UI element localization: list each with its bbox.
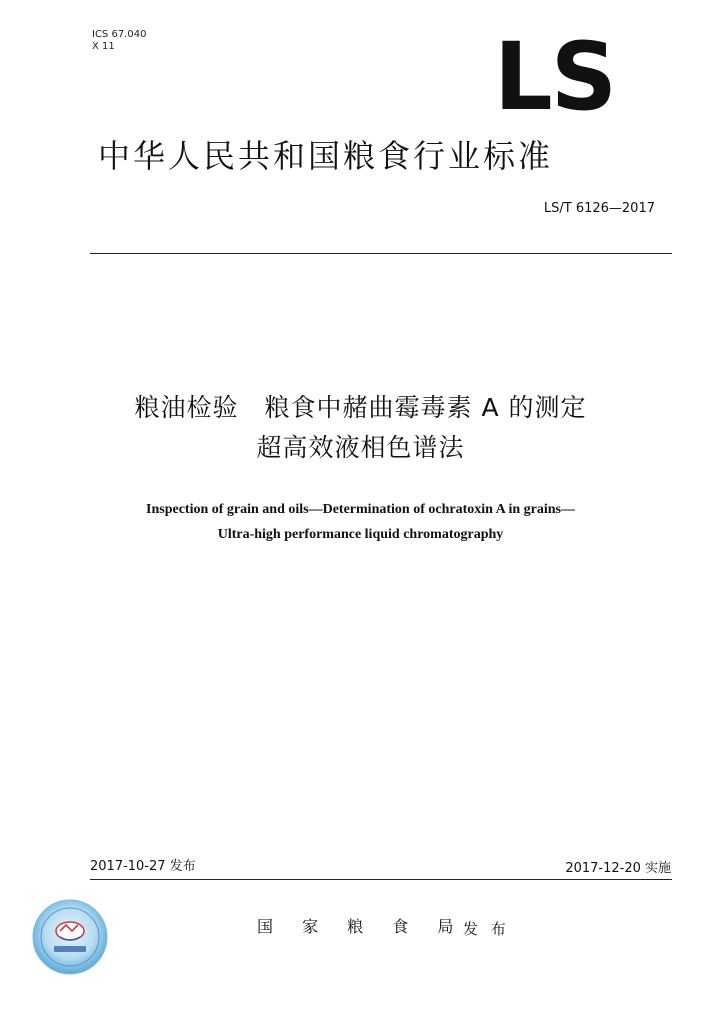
publish-label: 发 布 [463,920,510,938]
anti-counterfeit-seal-icon [30,897,110,977]
chinese-title [0,388,721,468]
implementation-date: 2017-12-20 实施 [565,861,671,876]
ls-logo: LS [494,23,616,132]
classification-codes [92,29,146,53]
bottom-divider [90,879,672,880]
chinese-title-line-2: 超高效液相色谱法 [256,433,465,462]
chinese-title-line-1: 粮油检验 粮食中赭曲霉毒素 A 的测定 [134,393,587,422]
ics-code: ICS 67.040 [92,29,147,40]
class-code: X 11 [92,41,115,52]
standard-category-title: 中华人民共和国粮食行业标准 [98,137,554,175]
english-title-line-1: Inspection of grain and oils—Determination of ochratoxin A in grains— [146,502,575,517]
publisher-name: 国 家 粮 食 局 [257,917,466,936]
english-title [0,497,721,547]
english-title-line-2: Ultra-high performance liquid chromatography [217,527,504,542]
standard-number: LS/T 6126—2017 [543,201,655,216]
issue-date: 2017-10-27 发布 [90,859,196,874]
top-divider [90,253,672,254]
